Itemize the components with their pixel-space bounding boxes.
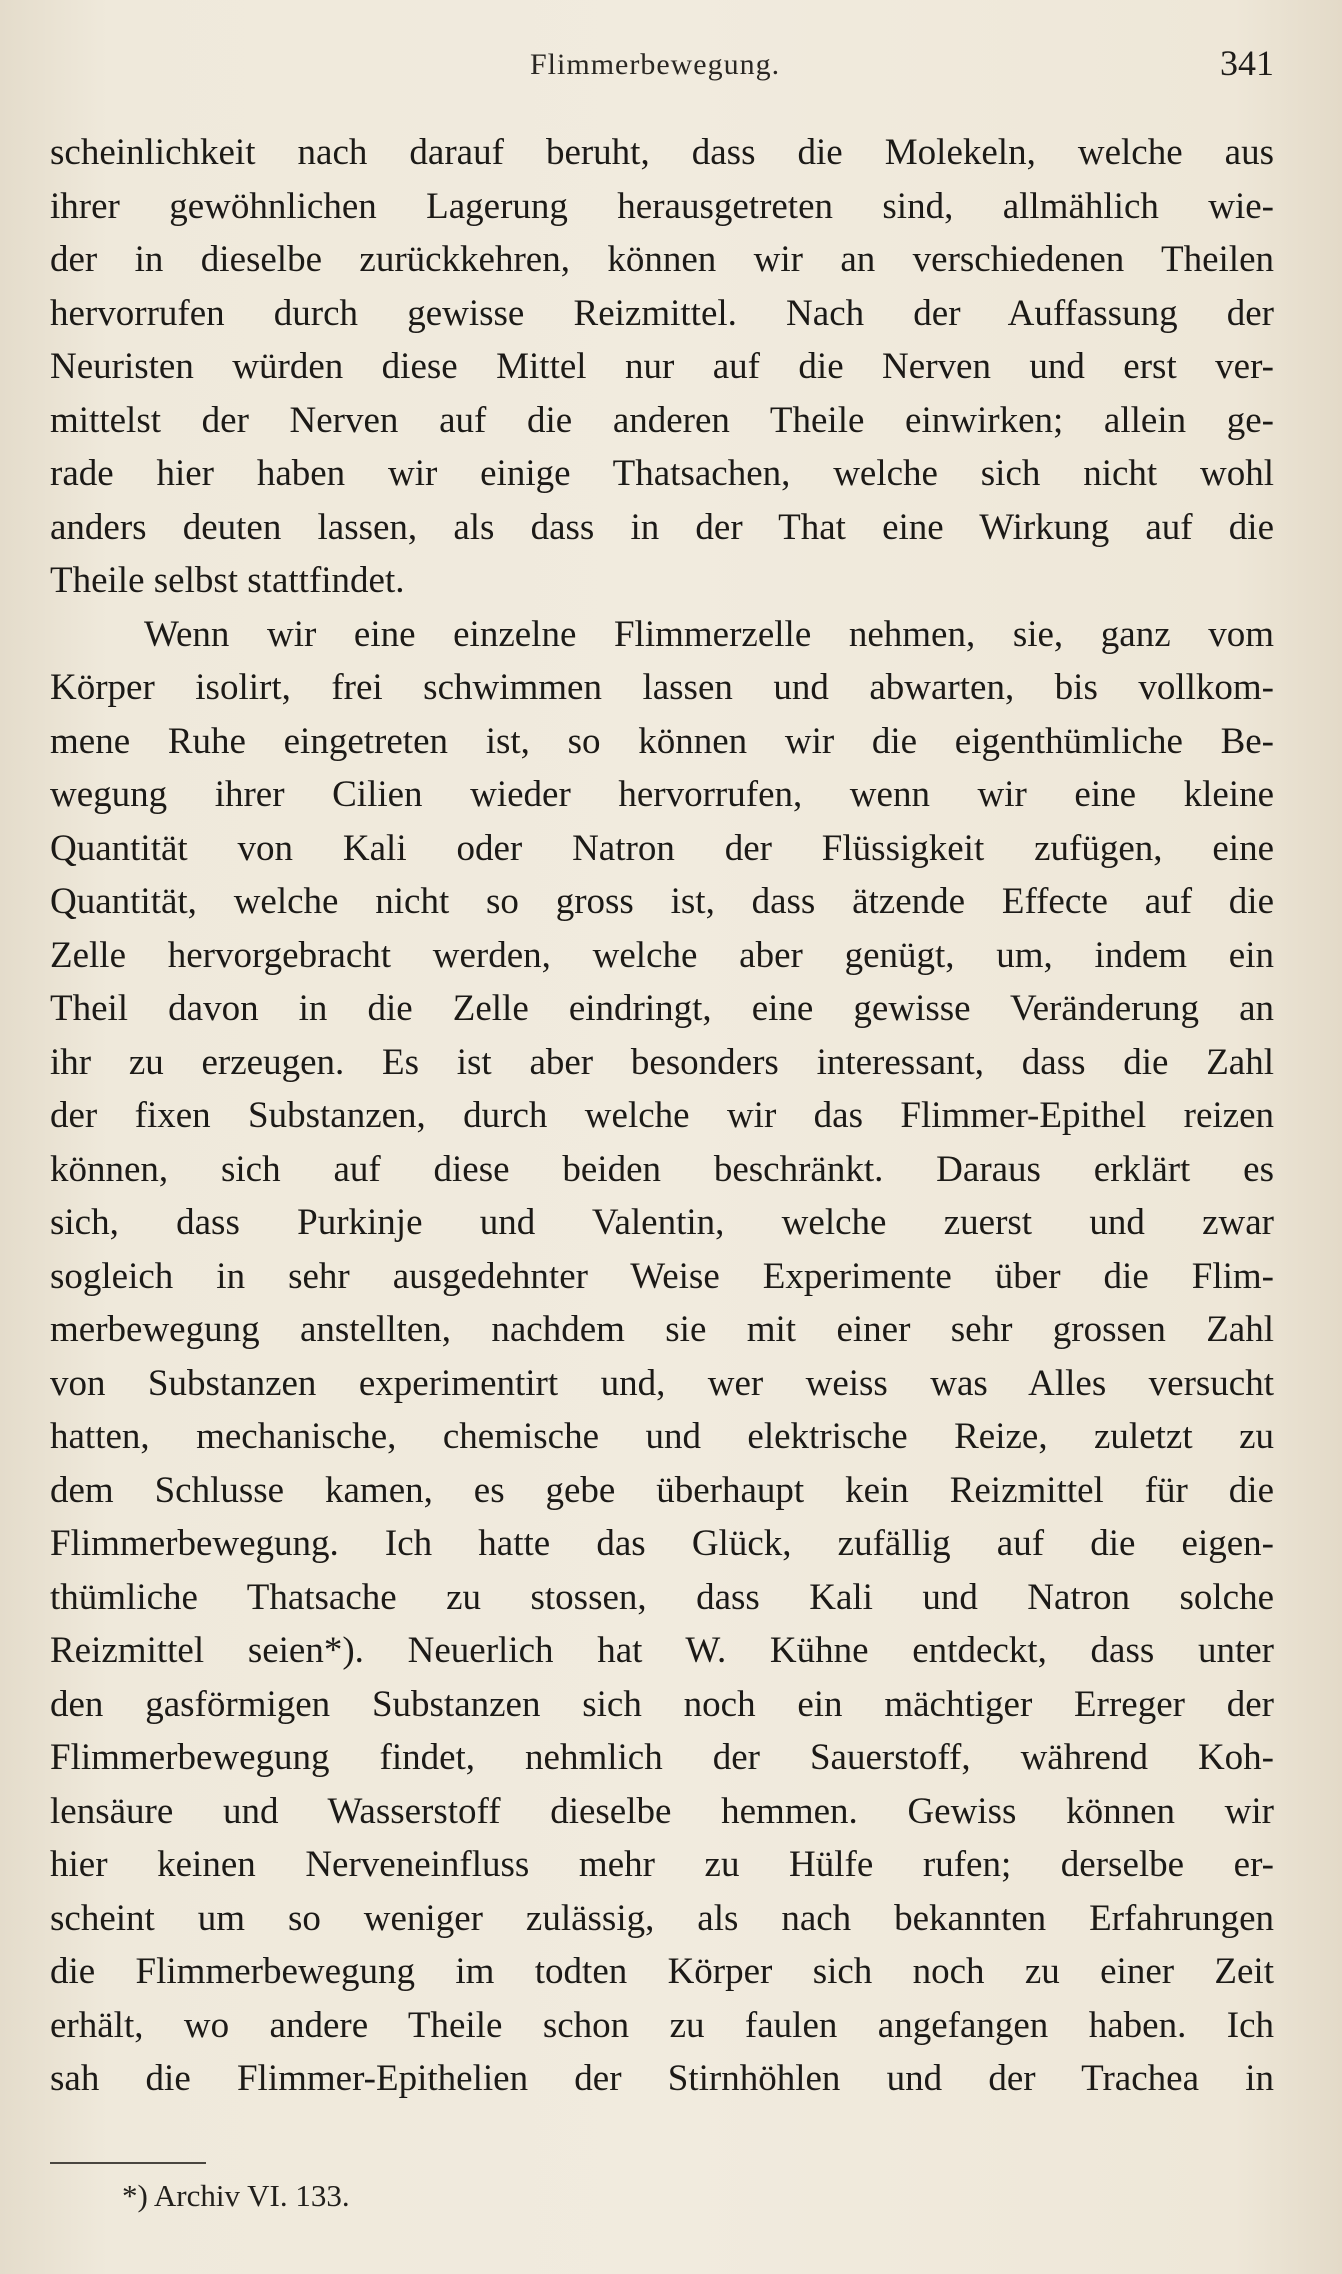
text-line: ihr zu erzeugen. Es ist aber besonders interessant, dass die Zahl xyxy=(50,1041,1274,1083)
text-line: scheinlichkeit nach darauf beruht, dass die Molekeln, welche aus xyxy=(50,132,1274,173)
text-line: ihrer gewöhnlichen Lagerung herausgetreten sind, allmählich wie- xyxy=(50,185,1274,227)
text-line: lensäure und Wasserstoff dieselbe hemmen. Gewiss können wir xyxy=(50,1790,1274,1832)
page-header xyxy=(0,42,1342,102)
text-line: die Flimmerbewegung im todten Körper sich noch zu einer Zeit xyxy=(50,1951,1274,1992)
text-line: anders deuten lassen, als dass in der That eine Wirkung auf die xyxy=(50,506,1274,548)
text-line: Theile selbst stattfindet. xyxy=(50,560,405,601)
text-line: Zelle hervorgebracht werden, welche aber genügt, um, indem ein xyxy=(50,934,1274,976)
text-line: rade hier haben wir einige Thatsachen, welche sich nicht wohl xyxy=(50,453,1274,494)
text-line: wegung ihrer Cilien wieder hervorrufen, wenn wir eine kleine xyxy=(50,774,1274,815)
text-line: Körper isolirt, frei schwimmen lassen und abwarten, bis vollkom- xyxy=(50,667,1274,708)
paragraph-2 xyxy=(50,608,1274,2106)
text-line: Flimmerbewegung findet, nehmlich der Sauerstoff, während Koh- xyxy=(50,1737,1274,1778)
text-line: sich, dass Purkinje und Valentin, welche zuerst und zwar xyxy=(50,1202,1274,1243)
text-line: von Substanzen experimentirt und, wer weiss was Alles versucht xyxy=(50,1362,1274,1404)
text-line: scheint um so weniger zulässig, als nach bekannten Erfahrungen xyxy=(50,1897,1274,1939)
text-line: den gasförmigen Substanzen sich noch ein mächtiger Erreger der xyxy=(50,1683,1274,1725)
text-line: Neuristen würden diese Mittel nur auf die Nerven und erst ver- xyxy=(50,346,1274,387)
text-line: hier keinen Nerveneinfluss mehr zu Hülfe rufen; derselbe er- xyxy=(50,1844,1274,1885)
text-line: mittelst der Nerven auf die anderen Theile einwirken; allein ge- xyxy=(50,399,1274,441)
text-line: hatten, mechanische, chemische und elektrische Reize, zuletzt zu xyxy=(50,1416,1274,1457)
text-line: können, sich auf diese beiden beschränkt. Daraus erklärt es xyxy=(50,1148,1274,1190)
text-line: Theil davon in die Zelle eindringt, eine gewisse Veränderung an xyxy=(50,988,1274,1029)
text-line: Wenn wir eine einzelne Flimmerzelle nehmen, sie, ganz vom xyxy=(144,613,1274,655)
paragraph-1 xyxy=(50,126,1274,608)
footnote-rule xyxy=(50,2162,206,2164)
running-head: Flimmerbewegung. xyxy=(530,48,781,81)
body-text xyxy=(50,126,1274,2106)
footnote: *) Archiv VI. 133. xyxy=(122,2178,350,2213)
text-line: Quantität von Kali oder Natron der Flüssigkeit zufügen, eine xyxy=(50,827,1274,869)
text-line: sah die Flimmer-Epithelien der Stirnhöhlen und der Trachea in xyxy=(50,2058,1274,2099)
text-line: Quantität, welche nicht so gross ist, dass ätzende Effecte auf die xyxy=(50,881,1274,922)
text-line: merbewegung anstellten, nachdem sie mit einer sehr grossen Zahl xyxy=(50,1309,1274,1350)
text-line: hervorrufen durch gewisse Reizmittel. Nach der Auffassung der xyxy=(50,292,1274,334)
text-line: der fixen Substanzen, durch welche wir das Flimmer-Epithel reizen xyxy=(50,1095,1274,1136)
text-line: der in dieselbe zurückkehren, können wir an verschiedenen Theilen xyxy=(50,239,1274,280)
text-line: thümliche Thatsache zu stossen, dass Kali und Natron solche xyxy=(50,1576,1274,1618)
text-line: dem Schlusse kamen, es gebe überhaupt kein Reizmittel für die xyxy=(50,1469,1274,1511)
text-line: Reizmittel seien*). Neuerlich hat W. Kühne entdeckt, dass unter xyxy=(50,1630,1274,1671)
text-line: sogleich in sehr ausgedehnter Weise Experimente über die Flim- xyxy=(50,1255,1274,1297)
text-line: Flimmerbewegung. Ich hatte das Glück, zufällig auf die eigen- xyxy=(50,1523,1274,1564)
page-number: 341 xyxy=(1220,43,1274,83)
text-line: erhält, wo andere Theile schon zu faulen angefangen haben. Ich xyxy=(50,2004,1274,2046)
text-line: mene Ruhe eingetreten ist, so können wir die eigenthümliche Be- xyxy=(50,720,1274,762)
